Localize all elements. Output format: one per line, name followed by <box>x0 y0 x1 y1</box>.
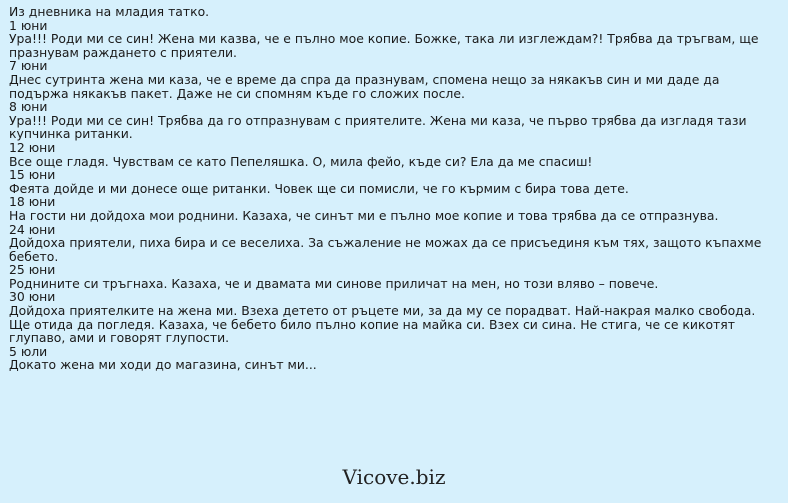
entry-text: Феята дойде и ми донесе още ританки. Човек ще си помисли, че го кърмим с бира това дете. <box>9 180 629 196</box>
entry-text: Ура!!! Роди ми се син! Трябва да го отпразнувам с приятелите. Жена ми каза, че първо трябва да изгладя тази купчинка ританки. <box>9 112 747 142</box>
entry-text: Днес сутринта жена ми каза, че е време да спра да празнувам, спомена нещо за някакъв син и ми даде да подържа някакъв пакет. Даже не си спомням къде го сложих после. <box>9 71 720 101</box>
entry-text: Дойдоха приятели, пиха бира и се веселиха. За съжаление не можах да се присъединя към тях, защото къпахме бебето. <box>9 235 762 264</box>
site-watermark: Vicove.biz <box>342 465 446 489</box>
entry-date: 15 юни <box>9 167 56 183</box>
diary-intro: Из дневника на младия татко. <box>9 4 210 19</box>
entry-date: 12 юни <box>9 139 56 155</box>
entry-text: На гости ни дойдоха мои роднини. Казаха, че синът ми е пълно мое копие и това трябва да се отпразнува. <box>9 207 719 223</box>
entry-date: 18 юни <box>9 194 56 210</box>
entry-date: 5 юли <box>9 343 48 359</box>
entry-text: Дойдоха приятелките на жена ми. Взеха детето от ръцете ми, за да му се порадват. Най-накрая малко свобода. Ще отида да погледя. Казаха, че бебето било пълно копие на майка си. Взех си сина. Не стига, че се кикотят глупаво, ами и говорят глупости. <box>9 303 756 346</box>
entry-date: 24 юни <box>9 221 56 237</box>
diary-article <box>9 5 779 372</box>
entry-text: Все още гладя. Чувствам се като Пепеляшка. О, мила фейо, къде си? Ела да ме спасиш! <box>9 153 593 169</box>
entry-text: Докато жена ми ходи до магазина, синът ми... <box>9 357 317 373</box>
entry-text: Роднините си тръгнаха. Казаха, че и двамата ми синове приличат на мен, но този вляво – повече. <box>9 275 659 291</box>
entry-date: 30 юни <box>9 289 56 305</box>
entry-date: 25 юни <box>9 262 56 278</box>
entry-date: 1 юни <box>9 17 48 33</box>
entry-text: Ура!!! Роди ми се син! Жена ми казва, че е пълно мое копие. Божке, така ли изглеждам?! Трябва да тръгвам, ще празнувам раждането с приятели. <box>9 31 759 60</box>
entry-date: 7 юни <box>9 58 48 74</box>
entry-date: 8 юни <box>9 99 48 115</box>
